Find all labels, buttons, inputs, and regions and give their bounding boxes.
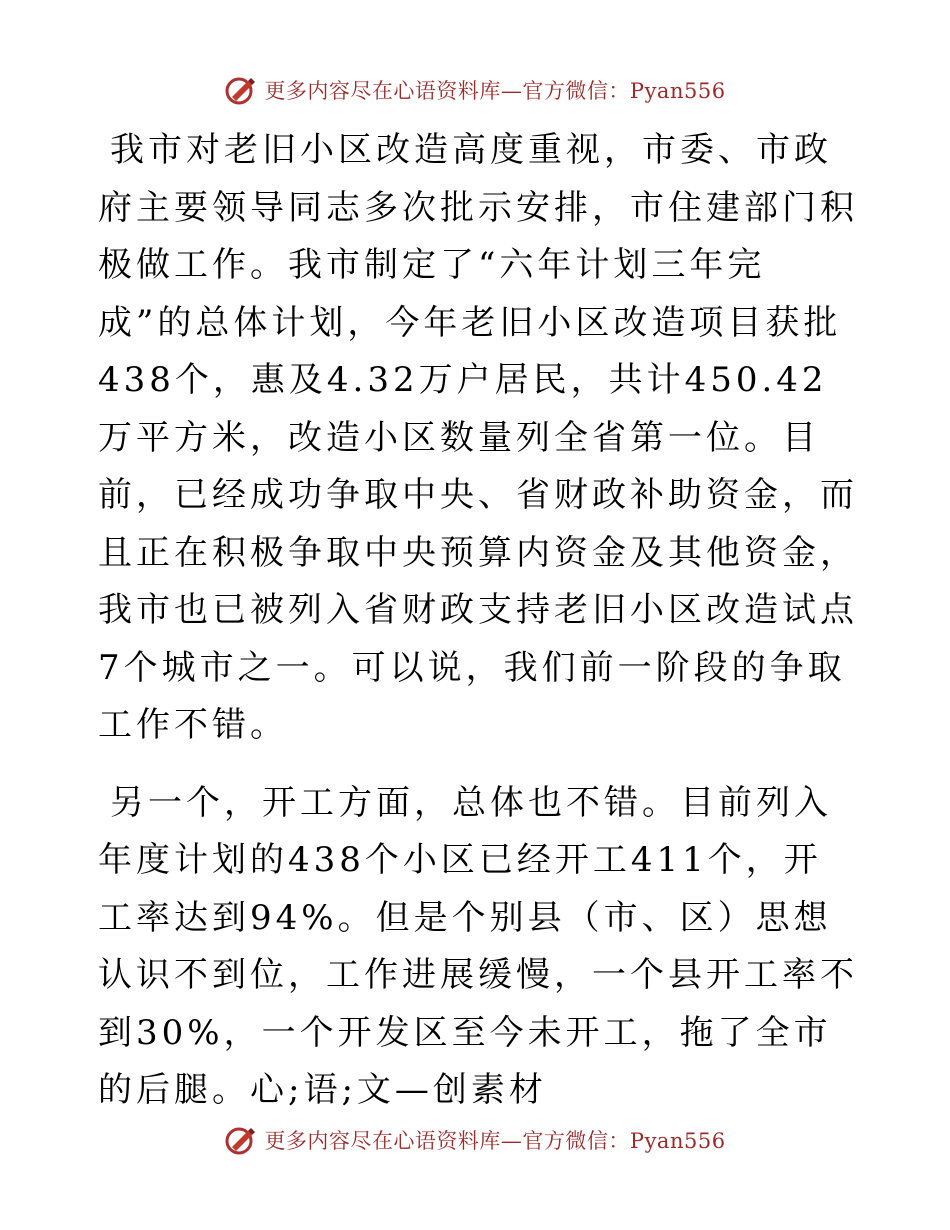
footer-banner-text: 更多内容尽在心语资料库—官方微信：Pyan556 xyxy=(264,1129,726,1153)
header-banner-text: 更多内容尽在心语资料库—官方微信：Pyan556 xyxy=(264,79,726,103)
header-banner xyxy=(0,70,950,110)
pen-logo-icon xyxy=(224,1123,258,1157)
footer-banner xyxy=(0,1120,950,1160)
document-body xyxy=(98,122,858,1120)
paragraph-2: 另一个，开工方面，总体也不错。目前列入年度计划的438个小区已经开工411个，开工率达到94%。但是个别县（市、区）思想认识不到位，工作进展缓慢，一个县开工率不到30%，一个开发区至今未开工，拖了全市的后腿。心;语;文—创素材 xyxy=(98,782,858,1110)
pen-logo-icon xyxy=(224,73,258,107)
paragraph-1: 我市对老旧小区改造高度重视，市委、市政府主要领导同志多次批示安排，市住建部门积极做工作。我市制定了“六年计划三年完成”的总体计划，今年老旧小区改造项目获批438个，惠及4.32万户居民，共计450.42万平方米，改造小区数量列全省第一位。目前，已经成功争取中央、省财政补助资金，而且正在积极争取中央预算内资金及其他资金，我市也已被列入省财政支持老旧小区改造试点7个城市之一。可以说，我们前一阶段的争取工作不错。 xyxy=(98,130,858,745)
